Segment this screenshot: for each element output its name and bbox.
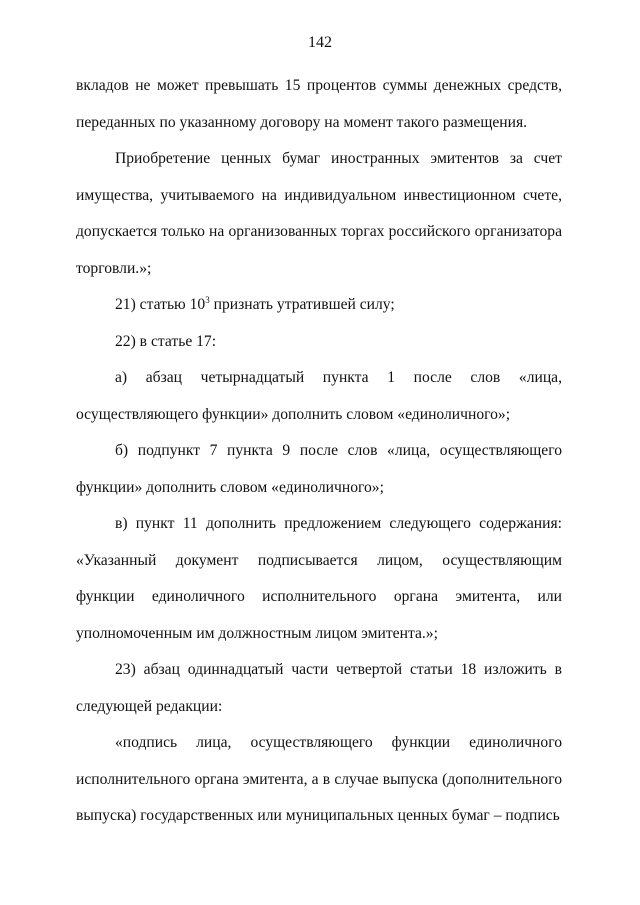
- page-number: 142: [308, 34, 332, 51]
- item-21-superscript: 3: [205, 295, 210, 305]
- paragraph-item-22: 22) в статье 17:: [115, 332, 217, 350]
- paragraph-deposits-limit: вкладов не может превышать 15 процентов суммы денежных средств, переданных по указанному договору на момент такого размещения.: [76, 77, 562, 131]
- paragraph-foreign-securities: Приобретение ценных бумаг иностранных эмитентов за счет имущества, учитываемого на индивидуальном инвестиционном счете, допускается только на организованных торгах российского организатора торговли.»;: [76, 150, 562, 277]
- paragraph-subitem-a: а) абзац четырнадцатый пункта 1 после слов «лица, осуществляющего функции» дополнить словом «единоличного»;: [76, 369, 562, 423]
- paragraph-item-21: [76, 287, 562, 324]
- item-21-rest: признать утратившей силу;: [209, 296, 395, 313]
- item-21-text: 21) статью 10: [115, 296, 206, 313]
- document-body: [76, 68, 562, 835]
- paragraph-subitem-b: б) подпункт 7 пункта 9 после слов «лица, осуществляющего функции» дополнить словом «единоличного»;: [76, 442, 562, 496]
- paragraph-item-23: 23) абзац одиннадцатый части четвертой статьи 18 изложить в следующей редакции:: [76, 661, 562, 715]
- paragraph-subitem-v: в) пункт 11 дополнить предложением следующего содержания: «Указанный документ подписывается лицом, осуществляющим функции единоличного исполнительного органа эмитента, или уполномоченным им должностным лицом эмитента.»;: [76, 515, 562, 642]
- paragraph-signature-clause: «подпись лица, осуществляющего функции единоличного исполнительного органа эмитента, а в случае выпуска (дополнительного выпуска) государственных или муниципальных ценных бумаг – подпись: [76, 734, 562, 824]
